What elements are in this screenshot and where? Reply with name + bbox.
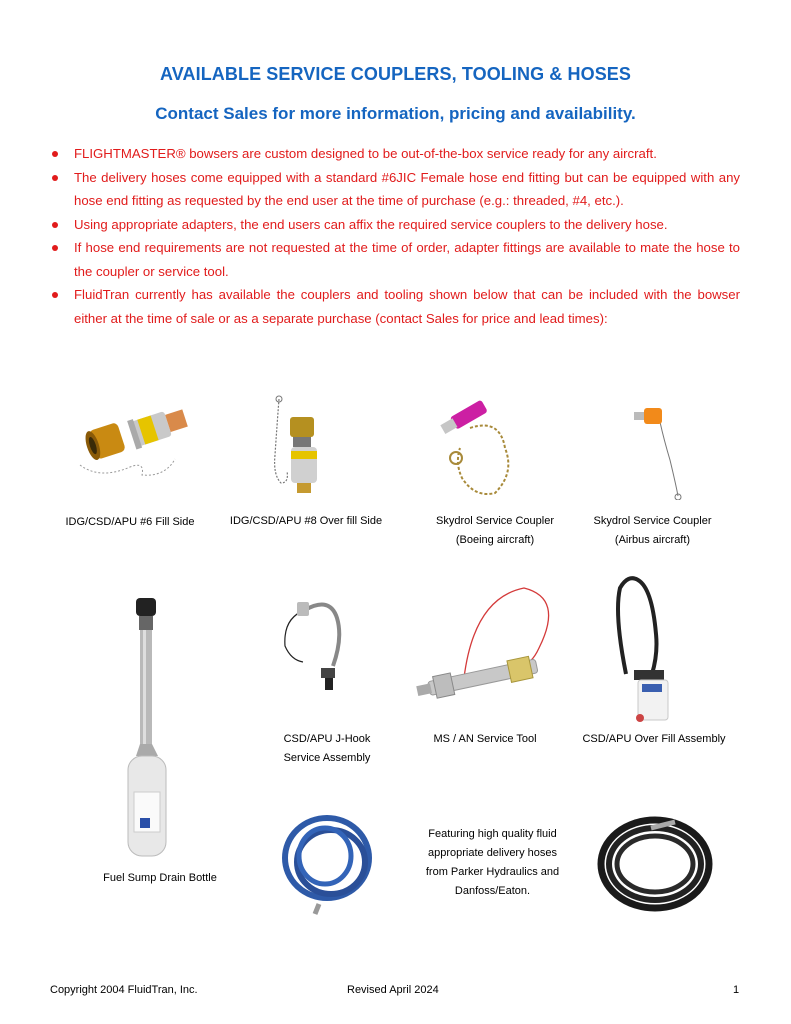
caption-skydrol-airbus: [575, 512, 730, 550]
caption-ms-an: [410, 730, 560, 749]
caption-line: Skydrol Service Coupler: [436, 515, 554, 527]
caption-line: (Boeing aircraft): [455, 534, 535, 546]
caption-line: Skydrol Service Coupler: [593, 515, 712, 527]
caption-line: (Airbus aircraft): [614, 534, 691, 546]
caption-line: Service Assembly: [283, 752, 371, 764]
skydrol-airbus-coupler-image: [620, 400, 690, 500]
page-subtitle: Contact Sales for more information, pricing and availability.: [155, 104, 636, 123]
caption-line: CSD/APU J-Hook: [283, 733, 371, 745]
caption-fuel-sump: [80, 869, 240, 888]
skydrol-boeing-coupler-image: [440, 398, 530, 503]
bullet-item: If hose end requirements are not requested at the time of order, adapter fittings are available to mate the hose to the coupler or service tool.: [50, 236, 740, 283]
csd-apu-over-fill-assembly-image: [612, 574, 672, 726]
page-title: AVAILABLE SERVICE COUPLERS, TOOLING & HOSES: [159, 64, 632, 84]
caption-idg8: [220, 512, 392, 531]
bullet-item: Using appropriate adapters, the end users can affix the required service couplers to the delivery hose.: [50, 213, 740, 237]
black-hose-image: [595, 808, 715, 918]
caption-line: MS / AN Service Tool: [433, 733, 537, 745]
caption-line: from Parker Hydraulics and: [425, 866, 560, 878]
caption-idg6: [50, 513, 210, 532]
caption-line: Featuring high quality fluid: [428, 828, 557, 840]
caption-line: appropriate delivery hoses: [427, 847, 558, 859]
bullet-item: FLIGHTMASTER® bowsers are custom designed to be out-of-the-box service ready for any aircraft.: [50, 142, 740, 166]
caption-line: IDG/CSD/APU #8 Over fill Side: [229, 515, 383, 527]
footer-page-number: 1: [733, 984, 740, 996]
footer-copyright: Copyright 2004 FluidTran, Inc.: [50, 984, 198, 996]
blue-hose-image: [275, 808, 385, 920]
caption-skydrol-boeing: [415, 512, 575, 550]
caption-hoses: [410, 825, 575, 901]
fuel-sump-drain-bottle-image: [118, 596, 176, 862]
caption-line: CSD/APU Over Fill Assembly: [582, 733, 726, 745]
jhook-service-assembly-image: [275, 598, 347, 696]
ms-an-service-tool-image: [414, 578, 559, 718]
bullet-item: The delivery hoses come equipped with a standard #6JIC Female hose end fitting but can be equipped with any hose end fitting as requested by the end user at the time of purchase (e.g.: threaded, #4, etc.).: [50, 166, 740, 213]
idg6-coupler-image: [70, 395, 195, 485]
bullet-item: FluidTran currently has available the couplers and tooling shown below that can be included with the bowser either at the time of sale or as a separate purchase (contact Sales for price and lead times):: [50, 283, 740, 330]
footer-revised: Revised April 2024: [347, 984, 439, 996]
caption-overfill: [570, 730, 738, 749]
idg8-coupler-image: [265, 395, 360, 495]
caption-line: IDG/CSD/APU #6 Fill Side: [65, 516, 195, 528]
info-bullet-list: [50, 142, 740, 330]
caption-line: Danfoss/Eaton.: [454, 885, 531, 897]
caption-jhook: [258, 730, 396, 768]
caption-line: Fuel Sump Drain Bottle: [103, 872, 217, 884]
